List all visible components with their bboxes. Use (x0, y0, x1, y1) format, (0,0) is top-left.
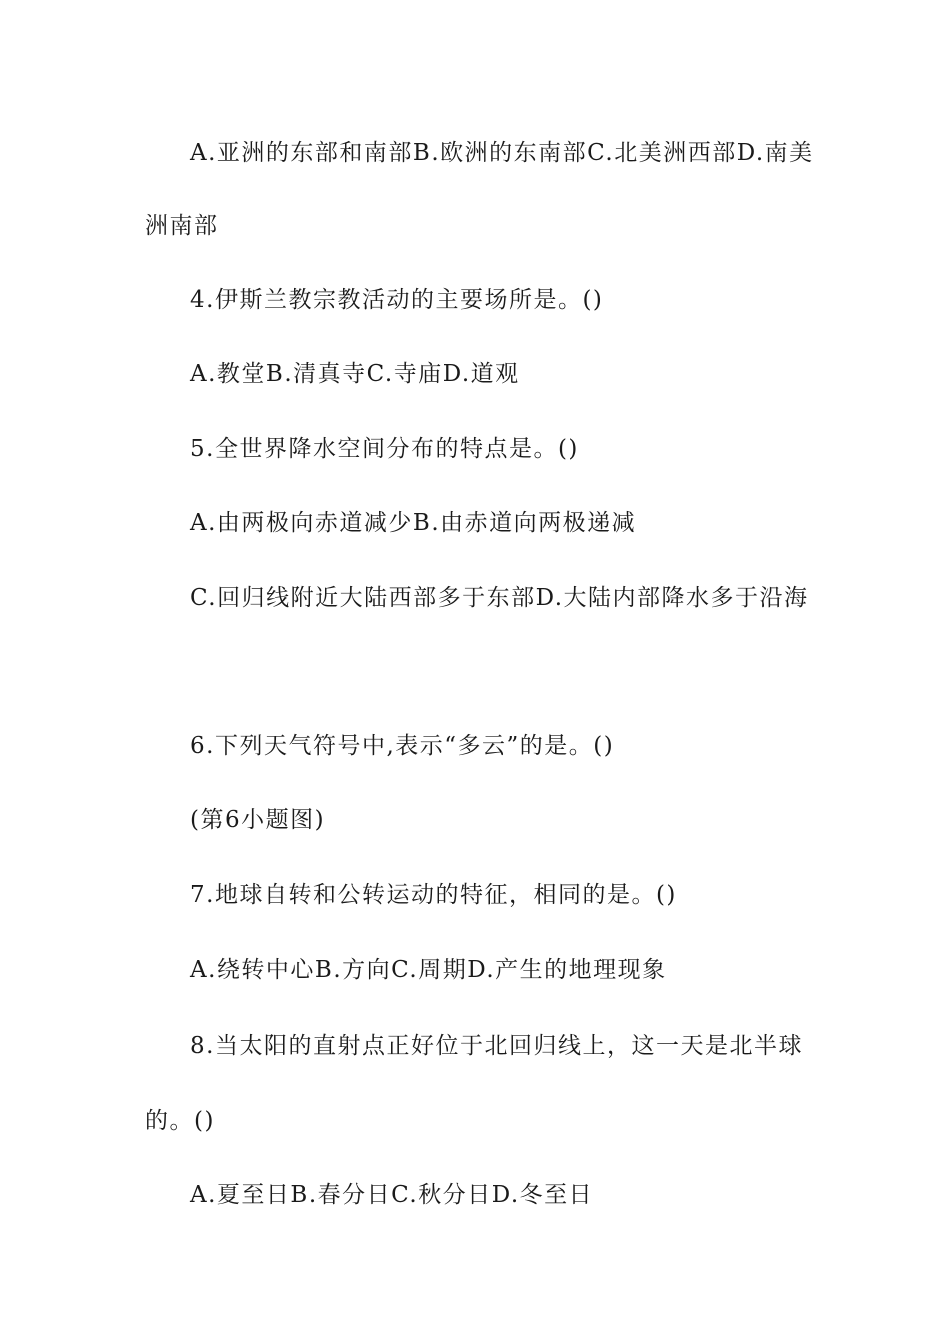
q8-question-line1: 8.当太阳的直射点正好位于北回归线上，这一天是北半球 (190, 1033, 803, 1059)
q5-options-cd: C.回归线附近大陆西部多于东部D.大陆内部降水多于沿海 (190, 585, 809, 611)
q7-options: A.绕转中心B.方向C.周期D.产生的地理现象 (190, 957, 667, 983)
q7-question: 7.地球自转和公转运动的特征，相同的是。() (190, 882, 677, 908)
q6-figure-caption: (第6小题图) (190, 807, 326, 833)
q3-options-line1: A.亚洲的东部和南部B.欧洲的东南部C.北美洲西部D.南美 (190, 140, 814, 166)
q4-options: A.教堂B.清真寺C.寺庙D.道观 (190, 361, 520, 387)
q5-options-ab: A.由两极向赤道减少B.由赤道向两极递减 (190, 510, 637, 536)
q5-question: 5.全世界降水空间分布的特点是。() (190, 436, 579, 462)
q6-question: 6.下列天气符号中,表示“多云”的是。() (190, 733, 615, 759)
q3-options-line2: 洲南部 (145, 213, 219, 239)
q4-question: 4.伊斯兰教宗教活动的主要场所是。() (190, 287, 604, 313)
q8-options: A.夏至日B.春分日C.秋分日D.冬至日 (190, 1182, 594, 1208)
q8-question-line2: 的。() (145, 1108, 215, 1134)
